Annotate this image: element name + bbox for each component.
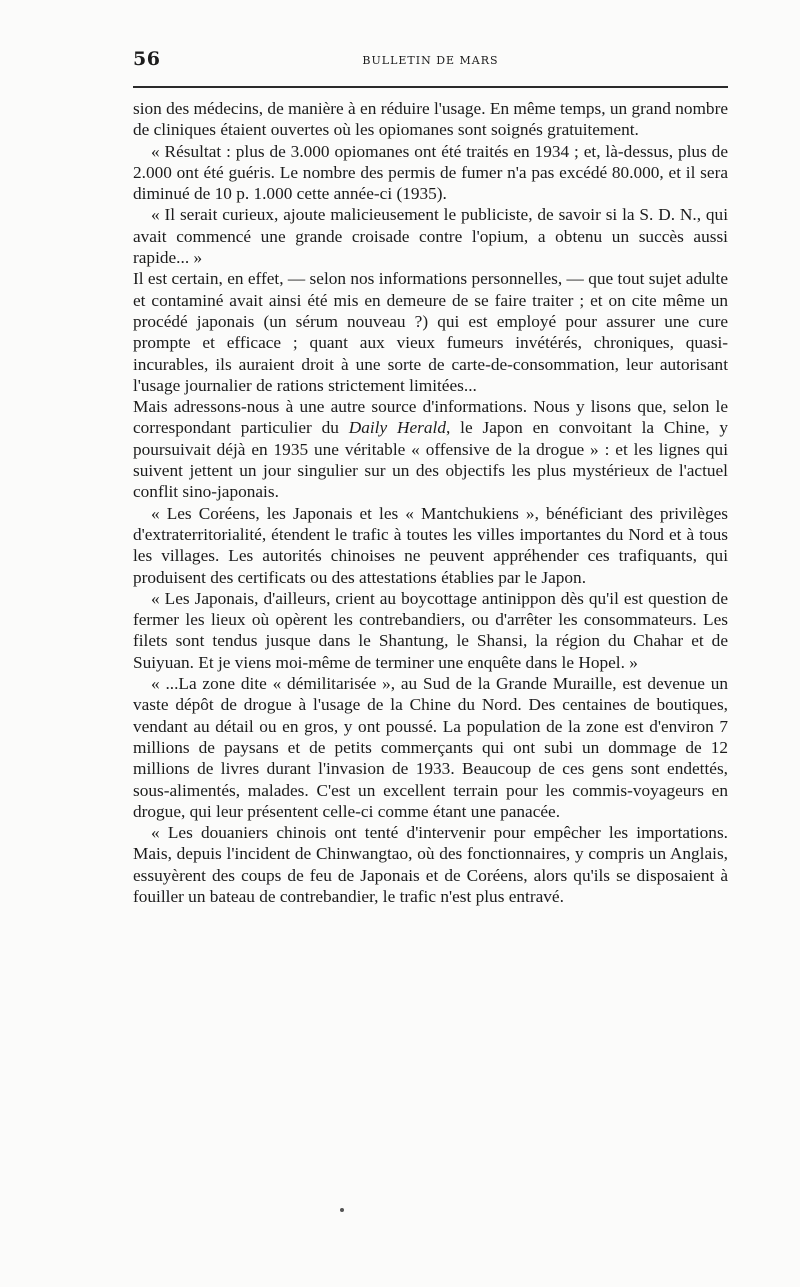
header-rule	[133, 86, 728, 88]
paragraph-1: sion des médecins, de manière à en réduire l'usage. En même temps, un grand nombre de cliniques étaient ouvertes où les opiomanes sont soignés gratuitement.	[133, 99, 728, 140]
paragraph-5: Mais adressons-nous à une autre source d'informations. Nous y lisons que, selon le correspondant particulier du Daily Herald, le Japon en convoitant la Chine, y poursuivait déjà en 1935 une véritable « offensive de la drogue » : et les lignes qui suivent jettent un jour singulier sur un des objectifs les plus mystérieux de l'actuel conflit sino-japonais.	[133, 397, 729, 502]
paragraph-6: « Les Coréens, les Japonais et les « Mantchukiens », bénéficiant des privilèges d'extraterritorialité, étendent le trafic à toutes les villes importantes du Nord et à tous les villages. Les autorités chinoises ne peuvent appréhender ces trafiquants, qui produisent des certificats ou des attestations établies par le Japon.	[133, 503, 728, 587]
speck-mark	[340, 1208, 344, 1212]
page-header	[133, 48, 728, 76]
paragraph-9: « Les douaniers chinois ont tenté d'intervenir pour empêcher les importations. Mais, depuis l'incident de Chinwangtao, où des fonctionnaires, y compris un Anglais, essuyèrent des coups de feu de Japonais et de Coréens, alors qu'ils se disposaient à fouiller un bateau de contrebandier, le trafic n'est plus entravé.	[133, 823, 728, 906]
paragraph-2: « Résultat : plus de 3.000 opiomanes ont été traités en 1934 ; et, là-dessus, plus de 2.000 ont été guéris. Le nombre des permis de fumer n'a pas excédé 80.000, et il sera diminué de 10 p. 1.000 cette année-ci (1935).	[133, 141, 728, 204]
paragraph-7: « Les Japonais, d'ailleurs, crient au boycottage antinippon dès qu'il est question de fermer les lieux où opèrent les contrebandiers, ou d'arrêter les consommateurs. Les filets sont tendus jusque dans le Shantung, le Shansi, la région du Chahar et de Suiyuan. Et je viens moi-même de terminer une enquête dans le Hopel. »	[133, 588, 728, 672]
paragraph-8: « ...La zone dite « démilitarisée », au Sud de la Grande Muraille, est devenue un vaste dépôt de drogue à l'usage de la Chine du Nord. Des centaines de boutiques, vendant au détail ou en gros, y ont poussé. La population de la zone est d'environ 7 millions de paysans et de petits commerçants qui ont subi un dommage de 12 millions de livres durant l'invasion de 1933. Beaucoup de ces gens sont endettés, sous-alimentés, malades. C'est un excellent terrain pour les commis-voyageurs en drogue, qui leur présentent celle-ci comme étant une panacée.	[133, 674, 728, 821]
paragraph-4: Il est certain, en effet, — selon nos informations personnelles, — que tout sujet adulte et contaminé avait ainsi été mis en demeure de se faire traiter ; et on cite même un procédé japonais (un sérum nouveau ?) qui est employé pour assurer une cure prompte et efficace ; quant aux vieux fumeurs invétérés, chroniques, quasi-incurables, ils auraient droit à une sorte de carte-de-consommation, leur autorisant l'usage journalier de rations strictement limitées...	[133, 269, 728, 395]
body-text	[133, 98, 728, 907]
paragraph-3: « Il serait curieux, ajoute malicieusement le publiciste, de savoir si la S. D. N., qui avait commencé une grande croisade contre l'opium, a obtenu un succès aussi rapide... »	[133, 205, 728, 268]
page-number: 56	[133, 48, 161, 70]
newspaper-title: Daily Herald	[348, 418, 446, 438]
running-title: BULLETIN DE MARS	[362, 54, 499, 67]
